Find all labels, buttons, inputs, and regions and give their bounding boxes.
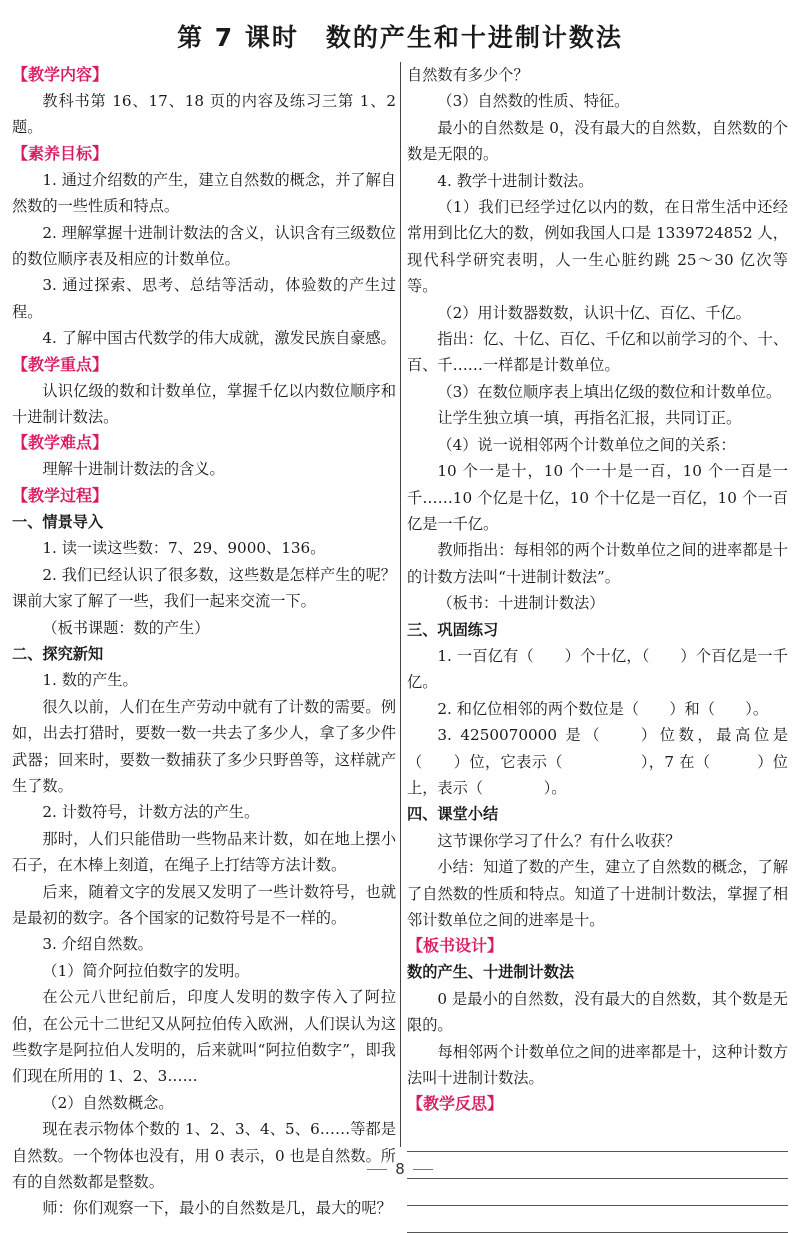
- paragraph: 4. 教学十进制计数法。: [437, 171, 594, 190]
- paragraph: 在公元八世纪前后，印度人发明的数字传入了阿拉伯，在公元十二世纪又从阿拉伯传入欧洲，人们误认为这些数字是阿拉伯人发明的，后来就叫“阿拉伯数字”，即我们现在所用的 1、2、3……: [12, 988, 396, 1086]
- heading-difficult-points: 【 教学难点 】: [12, 430, 108, 456]
- heading-reflection: 【 教学反思 】: [407, 1091, 503, 1117]
- paragraph: 师：你们观察一下，最小的自然数是几，最大的呢？: [42, 1199, 392, 1218]
- exercise-question: 1. 一百亿有（ ）个十亿，（ ）个百亿是一千亿。: [407, 646, 788, 692]
- paragraph: 后来，随着文字的发展又发明了一些计数符号，也就是最初的数字。各个国家的记数符号是不一样的。: [12, 882, 396, 927]
- paragraph: 很久以前，人们在生产劳动中就有了计数的需要。例如，出去打猎时，要数一数一共去了多少人，拿了多少件武器；回来时，要数一数捕获了多少只野兽等，这样就产生了数。: [12, 697, 396, 795]
- paragraph: 指出：亿、十亿、百亿、千亿和以前学习的个、十、百、千……一样都是计数单位。: [407, 330, 788, 375]
- paragraph: （4）说一说相邻两个计数单位之间的关系：: [437, 435, 736, 454]
- section-summary: 四、课堂小结: [407, 805, 499, 824]
- paragraph: 小结：知道了数的产生，建立了自然数的概念，了解了自然数的性质和特点。知道了十进制计数法，掌握了相邻计数单位之间的进率是十。: [407, 858, 788, 929]
- reflection-writing-area: [407, 1125, 788, 1233]
- paragraph: 1. 读一读这些数：7、29、9000、136。: [42, 539, 326, 558]
- paragraph: （1）我们已经学过亿以内的数，在日常生活中还经常用到比亿大的数，例如我国人口是 1339724852 人，现代科学研究表明，人一生心脏约跳 25～30 亿次等等。: [407, 198, 788, 296]
- goal-item: 1. 通过介绍数的产生，建立自然数的概念，并了解自然数的一些性质和特点。: [12, 170, 396, 216]
- right-column: [407, 62, 788, 1233]
- paragraph: 2. 我们已经认识了很多数，这些数是怎样产生的呢？课前大家了解了一些，我们一起来交流一下。: [12, 565, 396, 611]
- paragraph: （3）在数位顺序表上填出亿级的数位和计数单位。: [437, 382, 782, 401]
- heading-key-points: 【 教学重点 】: [12, 352, 108, 378]
- heading-process: 【 教学过程 】: [12, 483, 108, 509]
- writing-line: [407, 1206, 788, 1233]
- paragraph: 这节课你学习了什么？有什么收获？: [437, 831, 681, 850]
- paragraph: 教师指出：每相邻的两个计数单位之间的进率都是十的计数方法叫“十进制计数法”。: [407, 541, 788, 586]
- paragraph: 自然数有多少个？: [407, 66, 529, 84]
- board-title: 数的产生、十进制计数法: [407, 963, 575, 982]
- board-text: 每相邻两个计数单位之间的进率都是十，这种计数方法叫十进制计数法。: [407, 1042, 788, 1088]
- page-title: 第 7 课时 数的产生和十进制计数法: [177, 23, 623, 52]
- board-text: 0 是最小的自然数，没有最大的自然数，其个数是无限的。: [407, 989, 788, 1035]
- section-explore: 二、探究新知: [12, 644, 104, 663]
- paragraph: 现在表示物体个数的 1、2、3、4、5、6……等都是自然数。一个物体也没有，用 0 表示，0 也是自然数。所有的自然数都是整数。: [12, 1120, 396, 1192]
- board-note: （板书：十进制计数法）: [437, 594, 605, 613]
- paragraph: 最小的自然数是 0，没有最大的自然数，自然数的个数是无限的。: [407, 118, 788, 164]
- paragraph: 1. 数的产生。: [42, 671, 138, 690]
- goal-item: 3. 通过探索、思考、总结等活动，体验数的产生过程。: [12, 276, 396, 321]
- page-footer: [0, 1160, 800, 1178]
- left-column: [12, 62, 396, 1222]
- writing-line: [407, 1125, 788, 1152]
- heading-content: 【 教学内容 】: [12, 62, 108, 88]
- content-text: 教科书第 16、17、18 页的内容及练习三第 1、2 题。: [12, 92, 396, 137]
- heading-board-design: 【 板书设计 】: [407, 933, 503, 959]
- footer-dash: [413, 1169, 433, 1170]
- paragraph: 10 个一是十，10 个一十是一百，10 个一百是一千……10 个亿是十亿，10 个十亿是一百亿，10 个一百亿是一千亿。: [407, 462, 788, 533]
- footer-dash: [367, 1169, 387, 1170]
- paragraph: 那时，人们只能借助一些物品来计数，如在地上摆小石子，在木棒上刻道，在绳子上打结等方法计数。: [12, 829, 396, 875]
- section-practice: 三、巩固练习: [407, 620, 499, 639]
- paragraph: 让学生独立填一填，再指名汇报，共同订正。: [437, 409, 742, 428]
- key-points-text: 认识亿级的数和计数单位，掌握千亿以内数位顺序和十进制计数法。: [12, 381, 396, 427]
- goal-item: 4. 了解中国古代数学的伟大成就，激发民族自豪感。: [42, 329, 396, 348]
- paragraph: 3. 介绍自然数。: [42, 935, 153, 954]
- paragraph: （3）自然数的性质、特征。: [437, 92, 630, 111]
- heading-goals: 【 素养目标 】: [12, 141, 108, 167]
- board-note: （板书课题：数的产生）: [42, 618, 210, 637]
- section-intro: 一、情景导入: [12, 512, 104, 531]
- paragraph: 2. 计数符号，计数方法的产生。: [42, 803, 260, 822]
- column-divider: [400, 62, 401, 1147]
- page-number: 8: [395, 1160, 405, 1178]
- paragraph: （1）简介阿拉伯数字的发明。: [42, 961, 250, 980]
- exercise-question: 3. 4250070000 是（ ）位数，最高位是（ ）位，它表示（ ），7 在（ ）位上，表示（ ）。: [407, 726, 788, 797]
- goal-item: 2. 理解掌握十进制计数法的含义，认识含有三级数位的数位顺序表及相应的计数单位。: [12, 223, 396, 269]
- difficult-points-text: 理解十进制计数法的含义。: [42, 460, 225, 479]
- exercise-question: 2. 和亿位相邻的两个数位是（ ）和（ ）。: [437, 699, 769, 718]
- paragraph: （2）自然数概念。: [42, 1093, 174, 1112]
- paragraph: （2）用计数器数数，认识十亿、百亿、千亿。: [437, 303, 751, 322]
